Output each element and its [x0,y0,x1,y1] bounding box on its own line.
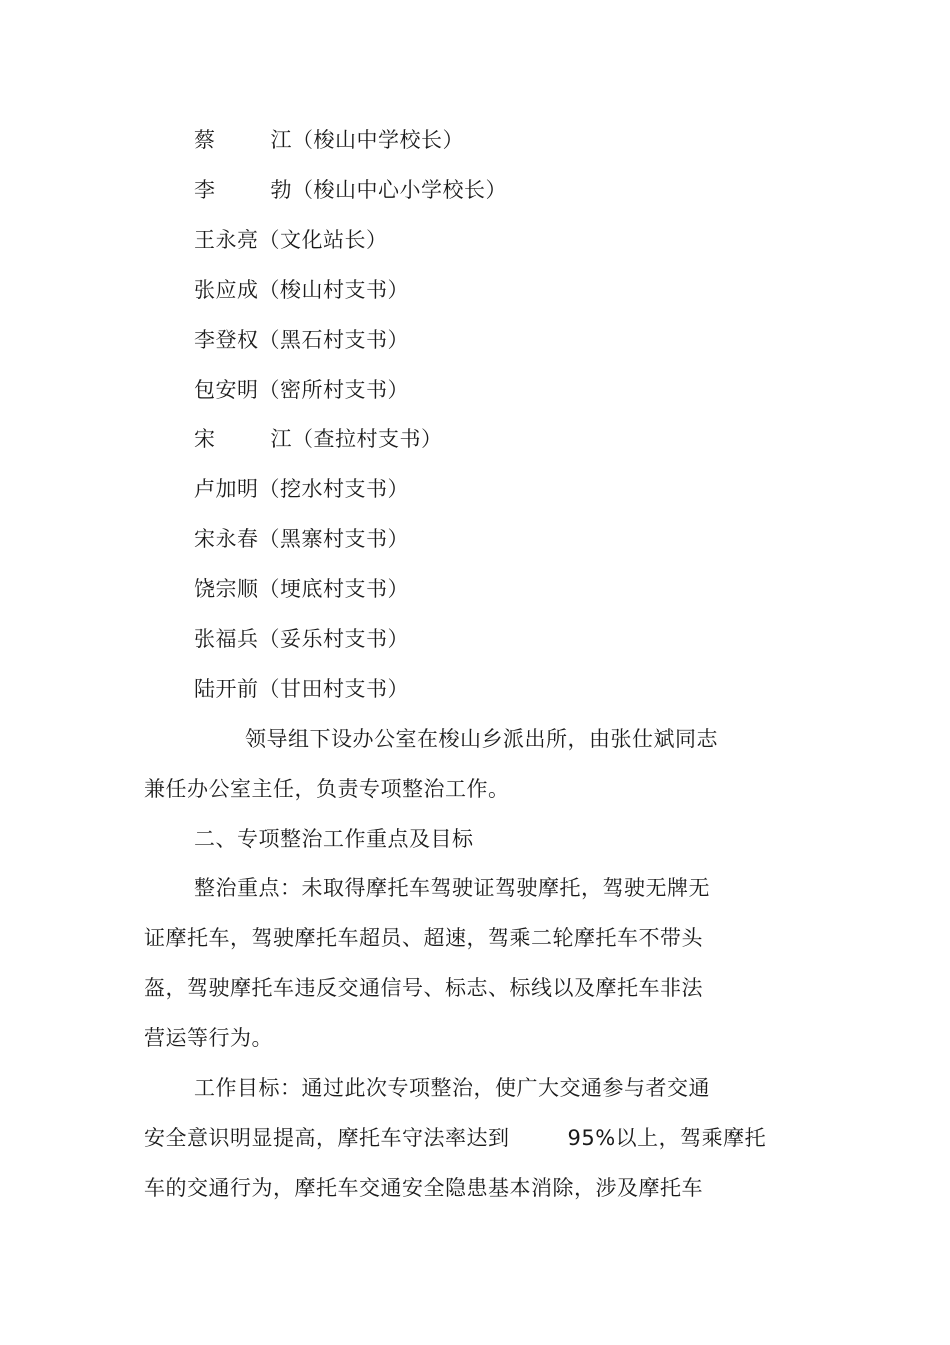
member-given-name: 勃 [270,178,292,202]
goal-paragraph-line-2 [144,1124,766,1152]
member-note: （梭山中心小学校长） [292,178,507,202]
member-line [194,625,409,653]
focus-paragraph-line-3: 盔，驾驶摩托车违反交通信号、标志、标线以及摩托车非法 [144,976,703,1000]
office-paragraph-line-2: 兼任办公室主任，负责专项整治工作。 [144,777,510,801]
member-line [194,675,409,703]
goal-paragraph-line-3: 车的交通行为，摩托车交通安全隐患基本消除，涉及摩托车 [144,1176,703,1200]
goal-line-2-text: 安全意识明显提高，摩托车守法率达到 [144,1126,510,1150]
member-note: （文化站长） [258,228,388,252]
member-name: 王永亮 [194,228,259,252]
member-line [194,376,409,404]
member-line [194,226,388,254]
member-name: 陆开前 [194,677,259,701]
member-surname: 李 [194,178,216,202]
member-line [194,176,507,204]
member-surname: 宋 [194,427,216,451]
goal-paragraph-line-1: 工作目标：通过此次专项整治，使广大交通参与者交通 [194,1076,710,1100]
member-note: （黑石村支书） [258,328,409,352]
member-given-name: 江 [270,128,292,152]
member-line [194,475,409,503]
member-note: （密所村支书） [258,378,409,402]
member-note: （妥乐村支书） [258,627,409,651]
office-paragraph-line-1: 领导组下设办公室在梭山乡派出所，由张仕斌同志 [245,727,718,751]
member-name: 卢加明 [194,477,259,501]
member-note: （梭山村支书） [258,278,409,302]
member-line [194,525,409,553]
focus-paragraph-line-1: 整治重点：未取得摩托车驾驶证驾驶摩托，驾驶无牌无 [194,876,710,900]
goal-line-2-percentage: 95%以上，驾乘摩托 [567,1126,767,1150]
section-heading: 二、专项整治工作重点及目标 [194,827,474,851]
member-name: 宋永春 [194,527,259,551]
member-name: 饶宗顺 [194,577,259,601]
member-note: （埂底村支书） [258,577,409,601]
member-note: （黑寨村支书） [258,527,409,551]
member-name: 李登权 [194,328,259,352]
member-line [194,126,464,154]
member-name: 包安明 [194,378,259,402]
focus-paragraph-line-2: 证摩托车，驾驶摩托车超员、超速，驾乘二轮摩托车不带头 [144,926,703,950]
focus-paragraph-line-4: 营运等行为。 [144,1026,273,1050]
member-note: （甘田村支书） [258,677,409,701]
member-line [194,326,409,354]
member-note: （查拉村支书） [292,427,443,451]
member-line [194,276,409,304]
member-line [194,575,409,603]
member-line [194,425,443,453]
member-name: 张福兵 [194,627,259,651]
member-surname: 蔡 [194,128,216,152]
member-name: 张应成 [194,278,259,302]
member-note: （挖水村支书） [258,477,409,501]
member-note: （梭山中学校长） [292,128,464,152]
member-given-name: 江 [270,427,292,451]
